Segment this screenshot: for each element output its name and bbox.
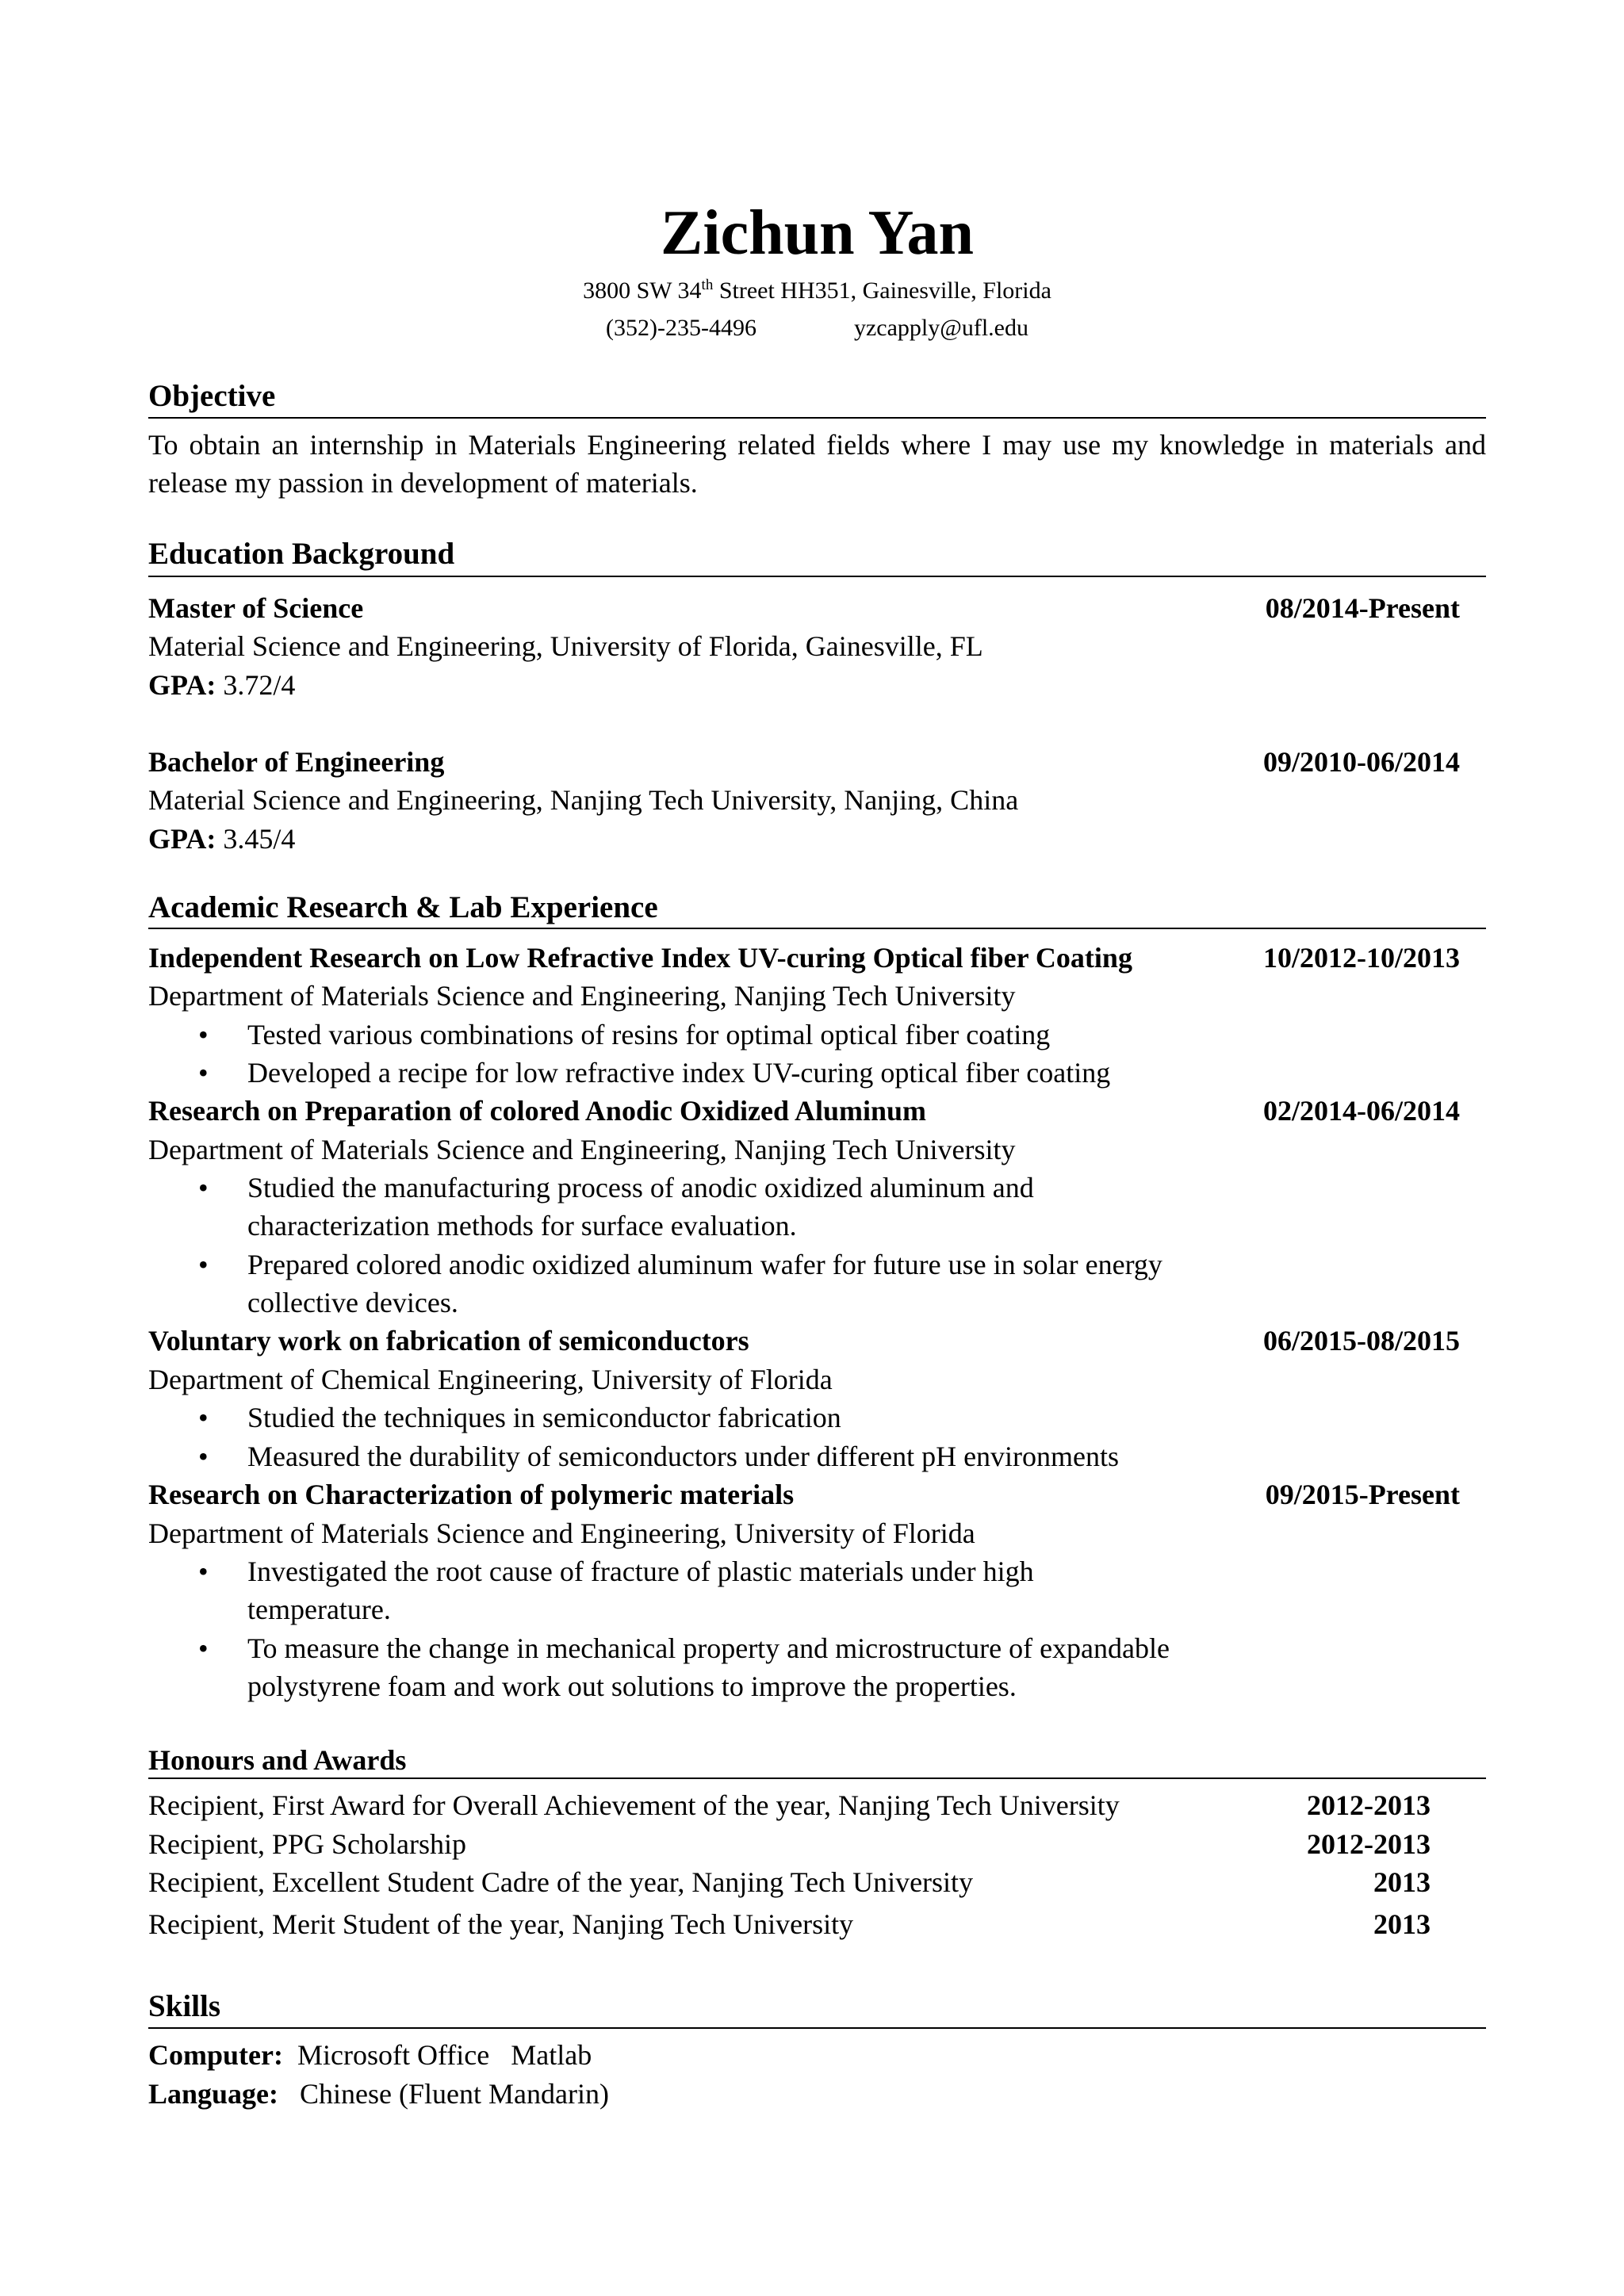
gpa-value: 3.72/4: [216, 669, 296, 701]
email-address: yzcapply@ufl.edu: [853, 315, 1029, 341]
award-item: Recipient, Excellent Student Cadre of the year, Nanjing Tech University: [148, 1866, 974, 1898]
degree-date: 09/2010-06/2014: [1263, 746, 1460, 778]
degree-title: Master of Science: [148, 592, 364, 624]
address-line: [148, 275, 1486, 307]
award-year: 2012-2013: [1307, 1789, 1431, 1821]
degree-title: Bachelor of Engineering: [148, 746, 445, 778]
research-bullet: Tested various combinations of resins for optimal optical fiber coating: [247, 1019, 1051, 1050]
skills-computer-line: [148, 2036, 592, 2074]
research-title: Voluntary work on fabrication of semiconductors: [148, 1325, 749, 1357]
degree-detail: Material Science and Engineering, Nanjing Tech University, Nanjing, China: [148, 784, 1019, 816]
applicant-name: Zichun Yan: [661, 198, 974, 268]
gpa-label: GPA:: [148, 823, 216, 855]
research-date: 02/2014-06/2014: [1263, 1095, 1460, 1127]
bullet-marker: •: [198, 1057, 209, 1089]
research-bullet: Developed a recipe for low refractive index UV-curing optical fiber coating: [247, 1057, 1111, 1089]
computer-label: Computer:: [148, 2039, 283, 2071]
research-title: Independent Research on Low Refractive Index UV-curing Optical fiber Coating: [148, 942, 1132, 974]
research-dept: Department of Materials Science and Engineering, Nanjing Tech University: [148, 1134, 1016, 1165]
language-value: Chinese (Fluent Mandarin): [300, 2078, 609, 2110]
research-bullet: Studied the manufacturing process of anodic oxidized aluminum and characterization methods for surface evaluation.: [247, 1172, 1034, 1242]
skills-rule: [148, 2027, 1486, 2029]
research-title: Research on Preparation of colored Anodic Oxidized Aluminum: [148, 1095, 927, 1127]
award-item: Recipient, Merit Student of the year, Nanjing Tech University: [148, 1908, 854, 1940]
research-bullet: Measured the durability of semiconductors under different pH environments: [247, 1441, 1120, 1472]
gpa-label: GPA:: [148, 669, 216, 701]
gpa-line: [148, 820, 295, 858]
gpa-line: [148, 666, 295, 704]
objective-text: To obtain an internship in Materials Engineering related fields where I may use my knowledge in materials and release my passion in development of materials.: [148, 429, 1486, 499]
objective-rule: [148, 417, 1486, 419]
address-suffix: Street HH351, Gainesville, Florida: [713, 277, 1051, 304]
research-dept: Department of Chemical Engineering, University of Florida: [148, 1364, 833, 1395]
bullet-marker: •: [198, 1556, 209, 1587]
bullet-marker: •: [198, 1632, 209, 1664]
bullet-marker: •: [198, 1019, 209, 1050]
education-heading: Education Background: [148, 537, 455, 571]
computer-value: Microsoft Office Matlab: [297, 2039, 592, 2071]
gpa-value: 3.45/4: [216, 823, 296, 855]
degree-date: 08/2014-Present: [1265, 592, 1460, 624]
award-year: 2013: [1373, 1866, 1431, 1898]
address-superscript: th: [701, 277, 714, 293]
research-bullet: Prepared colored anodic oxidized aluminum wafer for future use in solar energy collective devices.: [247, 1249, 1162, 1318]
research-rule: [148, 928, 1486, 929]
language-label: Language:: [148, 2078, 279, 2110]
bullet-marker: •: [198, 1172, 209, 1203]
research-bullet: Studied the techniques in semiconductor fabrication: [247, 1402, 841, 1433]
award-item: Recipient, PPG Scholarship: [148, 1828, 466, 1860]
research-date: 06/2015-08/2015: [1263, 1325, 1460, 1357]
research-bullet: To measure the change in mechanical property and microstructure of expandable polystyrene foam and work out solutions to improve the properties.: [247, 1632, 1170, 1702]
awards-heading: Honours and Awards: [148, 1744, 407, 1776]
award-year: 2013: [1373, 1908, 1431, 1940]
address-prefix: 3800 SW 34: [583, 277, 702, 304]
research-date: 09/2015-Present: [1265, 1479, 1460, 1510]
skills-language-line: [148, 2075, 609, 2113]
skills-heading: Skills: [148, 1989, 221, 2023]
phone-number: (352)-235-4496: [605, 315, 756, 341]
research-title: Research on Characterization of polymeric materials: [148, 1479, 795, 1510]
bullet-marker: •: [198, 1441, 209, 1472]
degree-detail: Material Science and Engineering, University of Florida, Gainesville, FL: [148, 630, 983, 662]
research-heading: Academic Research & Lab Experience: [148, 890, 658, 924]
research-dept: Department of Materials Science and Engineering, Nanjing Tech University: [148, 980, 1016, 1012]
research-date: 10/2012-10/2013: [1263, 942, 1460, 974]
research-dept: Department of Materials Science and Engineering, University of Florida: [148, 1517, 975, 1549]
bullet-marker: •: [198, 1402, 209, 1433]
education-rule: [148, 576, 1486, 577]
bullet-marker: •: [198, 1249, 209, 1280]
awards-rule: [148, 1777, 1486, 1779]
objective-heading: Objective: [148, 379, 276, 413]
award-year: 2012-2013: [1307, 1828, 1431, 1860]
award-item: Recipient, First Award for Overall Achievement of the year, Nanjing Tech University: [148, 1789, 1120, 1821]
contact-line: [148, 312, 1486, 344]
research-bullet: Investigated the root cause of fracture of plastic materials under high temperature.: [247, 1556, 1034, 1625]
